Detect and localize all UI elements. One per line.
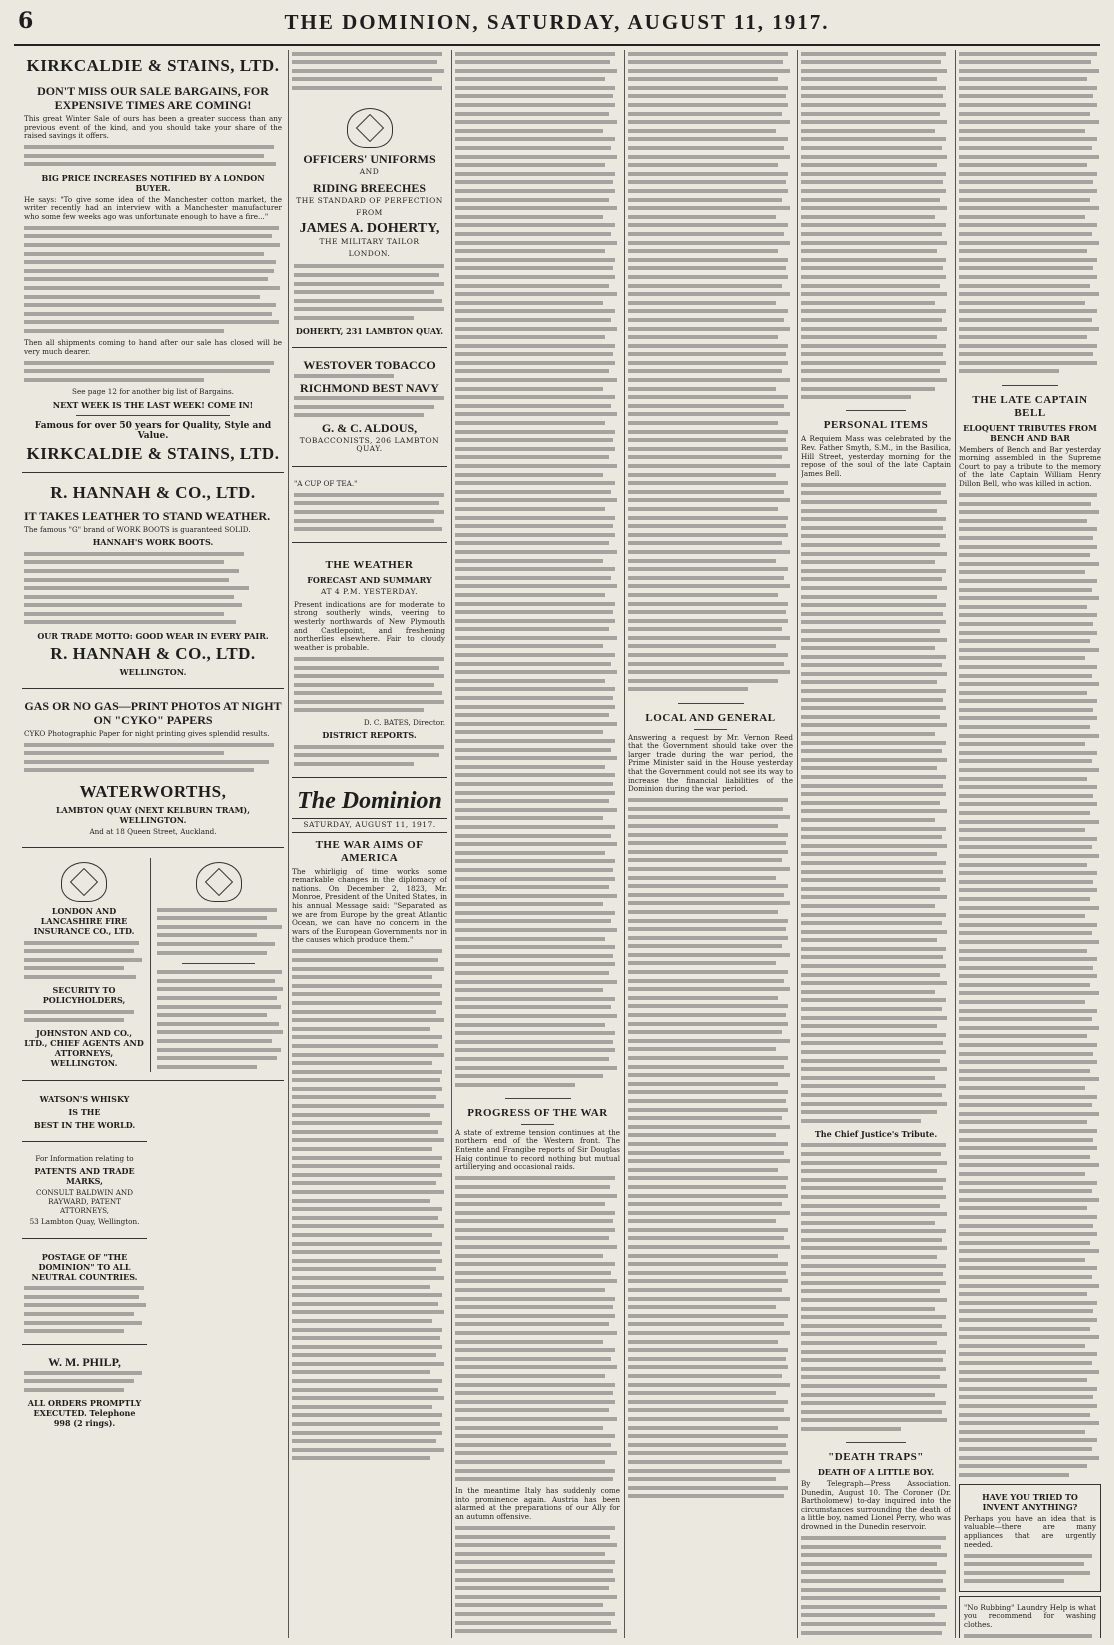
postage-title: POSTAGE OF "THE DOMINION" TO ALL NEUTRAL COUNTRIES. bbox=[31, 1251, 138, 1282]
kirkcaldie-subheading: BIG PRICE INCREASES NOTIFIED BY A LONDON BUYER. bbox=[41, 172, 265, 193]
death-traps-body: By Telegraph—Press Association. Dunedin, August 10. The Coroner (Dr. Bartholomew) to-day inquired into the circumstances surrounding the death of a little boy, named Lionel Perry, who was drowned in the Dunedin reservoir. bbox=[801, 1479, 951, 1531]
philp-title: W. M. PHILP, bbox=[48, 1355, 121, 1370]
patents-address: 53 Lambton Quay, Wellington. bbox=[29, 1217, 140, 1227]
aldous-subtitle: TOBACCONISTS, 206 LAMBTON QUAY. bbox=[299, 435, 440, 454]
masthead-title: THE DOMINION, SATURDAY, AUGUST 11, 1917. bbox=[284, 10, 830, 34]
editorial-dateline: SATURDAY, AUGUST 11, 1917. bbox=[292, 818, 447, 833]
insurance-body-text bbox=[24, 1008, 144, 1025]
patents-lead: For Information relating to bbox=[35, 1153, 134, 1163]
philp-ad bbox=[22, 1349, 147, 1439]
kirkcaldie-cta: NEXT WEEK IS THE LAST WEEK! COME IN! bbox=[52, 399, 254, 410]
page-number: 6 bbox=[18, 8, 34, 34]
tea-title: "A CUP OF TEA." bbox=[294, 478, 358, 488]
death-traps-title: "DEATH TRAPS" bbox=[828, 1451, 924, 1464]
tribute-text bbox=[801, 1142, 951, 1434]
insurance-ad bbox=[24, 858, 144, 1072]
article-text bbox=[801, 50, 951, 402]
kirkcaldie-body: He says: "To give some idea of the Manchester cotton market, the writer recently had an interview with a Manchester manufacturer who some few weeks ago was unfortunate enough to have a fire..." bbox=[24, 194, 282, 221]
kirkcaldie-footer-name: KIRKCALDIE & STAINS, LTD. bbox=[26, 443, 280, 463]
watson-ad bbox=[22, 1085, 147, 1142]
watson-is: IS THE bbox=[68, 1106, 101, 1117]
aldous-ad bbox=[292, 352, 447, 467]
death-traps-subtitle: DEATH OF A LITTLE BOY. bbox=[817, 1467, 935, 1478]
trustees-ad-text bbox=[157, 969, 280, 1072]
weather-section bbox=[292, 547, 447, 778]
cyko-headline: GAS OR NO GAS—PRINT PHOTOS AT NIGHT ON "CYKO" PAPERS bbox=[24, 698, 282, 727]
editorial-continued-text bbox=[455, 50, 620, 1090]
captain-bell-body: Members of Bench and Bar yesterday morning assembled in the Supreme Court to pay a tribute to the memory of the late Captain William Henry Dillon Bell, who was killed in action. bbox=[959, 444, 1101, 488]
cyko-ad bbox=[22, 693, 284, 849]
aldous-title: G. & C. ALDOUS, bbox=[321, 420, 418, 435]
hannah-body: The famous "G" brand of WORK BOOTS is guaranteed SOLID. bbox=[24, 524, 251, 534]
death-traps-text bbox=[801, 1535, 951, 1638]
war-progress-text bbox=[455, 1175, 620, 1484]
postage-text bbox=[24, 1285, 145, 1337]
postage-notice bbox=[22, 1243, 147, 1346]
kirkcaldie-tail: Then all shipments coming to hand after our sale has closed will be very much dearer. bbox=[24, 338, 282, 356]
captain-bell-subtitle: ELOQUENT TRIBUTES FROM BENCH AND BAR bbox=[963, 422, 1097, 443]
war-progress-text bbox=[455, 1525, 620, 1638]
laundry-text: "No Rubbing" Laundry Help is what you recommend for washing clothes. bbox=[964, 1602, 1096, 1629]
kirkcaldie-footer: Famous for over 50 years for Quality, Style and Value. bbox=[34, 420, 272, 441]
invent-ad bbox=[959, 1484, 1101, 1592]
captain-bell-text bbox=[959, 492, 1101, 1480]
editorial-body: The whirligig of time works some remarkable changes in the diplomacy of nations. On December 2, 1823, Mr. Monroe, President of the United States, in his annual Message said: "Separated as we are from Europe by the great Atlantic Ocean, we can have no concern in the wars of the European Governments nor in the causes which produce them." bbox=[292, 866, 447, 945]
insurance-row bbox=[22, 852, 284, 1081]
patents-ad bbox=[22, 1146, 147, 1239]
uniforms-breeches: RIDING BREECHES bbox=[312, 180, 427, 195]
waterworths-title: WATERWORTHS, bbox=[79, 781, 227, 801]
waterworths-branch: And at 18 Queen Street, Auckland. bbox=[89, 826, 217, 836]
column-divider bbox=[955, 50, 956, 1638]
war-progress-body: A state of extreme tension continues at the northern end of the Western front. The Entente and Frangibe reports of Sir Douglas Haig continue to record nothing but mutual artillerying and occasional raids. bbox=[455, 1127, 620, 1172]
uniforms-title: OFFICERS' UNIFORMS bbox=[303, 152, 436, 166]
masthead bbox=[14, 6, 1100, 46]
hannah-ad bbox=[22, 477, 284, 689]
column-divider bbox=[451, 50, 452, 1638]
war-progress-title: PROGRESS OF THE WAR bbox=[467, 1106, 608, 1119]
insurance-body-text bbox=[24, 939, 144, 982]
kirkcaldie-note: See page 12 for another big list of Bargains. bbox=[72, 387, 234, 397]
hannah-footer: R. HANNAH & CO., LTD. bbox=[50, 643, 256, 663]
crown-crest-icon bbox=[196, 862, 242, 902]
weather-time: AT 4 P.M. YESTERDAY. bbox=[320, 587, 419, 597]
war-progress-body-2: In the meantime Italy has suddenly come into prominence again. Austria has been alarmed at the preparations of our Ally for an autumn offensive. bbox=[455, 1486, 620, 1521]
weather-subtitle: FORECAST AND SUMMARY bbox=[307, 575, 432, 586]
kirkcaldie-body-text bbox=[24, 359, 282, 385]
cyko-body-text bbox=[24, 741, 282, 775]
hannah-title: R. HANNAH & CO., LTD. bbox=[50, 482, 256, 502]
doherty-ad bbox=[292, 98, 447, 348]
right-subcolumn bbox=[150, 858, 280, 1072]
dominion-nameplate: The Dominion bbox=[297, 787, 442, 814]
column-2 bbox=[292, 50, 447, 1638]
uniforms-from: FROM bbox=[356, 208, 383, 218]
philp-text bbox=[24, 1369, 145, 1395]
richmond-title: RICHMOND BEST NAVY bbox=[300, 380, 439, 395]
hannah-price-list bbox=[24, 550, 282, 627]
hannah-motto: OUR TRADE MOTTO: GOOD WEAR IN EVERY PAIR. bbox=[37, 630, 269, 641]
cyko-body: CYKO Photographic Paper for night printing gives splendid results. bbox=[24, 728, 270, 738]
invent-body: Perhaps you have an idea that is valuable—there are many appliances that are urgently needed. bbox=[964, 1513, 1096, 1549]
article-text bbox=[628, 50, 793, 695]
article-text bbox=[959, 50, 1101, 377]
watson-title: WATSON'S WHISKY bbox=[39, 1093, 130, 1104]
doherty-london: LONDON. bbox=[348, 249, 391, 259]
chief-justice-tribute-title: The Chief Justice's Tribute. bbox=[814, 1128, 938, 1139]
editorial-section bbox=[292, 786, 447, 1464]
uniforms-standard: THE STANDARD OF PERFECTION bbox=[296, 195, 443, 205]
hannah-headline: IT TAKES LEATHER TO STAND WEATHER. bbox=[24, 508, 271, 523]
insurance-crest-icon bbox=[61, 862, 107, 902]
district-title: DISTRICT REPORTS. bbox=[322, 730, 417, 741]
column-4 bbox=[628, 50, 793, 1638]
weather-title: THE WEATHER bbox=[325, 559, 414, 572]
kirkcaldie-body-text bbox=[24, 144, 282, 170]
waterworths-address: LAMBTON QUAY (NEXT KELBURN TRAM), WELLINGTON. bbox=[55, 804, 250, 825]
kirkcaldie-headline: DON'T MISS OUR SALE BARGAINS, FOR EXPENSIVE TIMES ARE COMING! bbox=[37, 84, 269, 112]
kirkcaldie-title: KIRKCALDIE & STAINS, LTD. bbox=[26, 56, 280, 75]
insurance-security: SECURITY TO POLICYHOLDERS, bbox=[42, 985, 126, 1006]
watson-best: BEST IN THE WORLD. bbox=[33, 1119, 136, 1130]
column-divider bbox=[797, 50, 798, 1638]
invent-title: HAVE YOU TRIED TO INVENT ANYTHING? bbox=[982, 1491, 1078, 1512]
local-general-body: Answering a request by Mr. Vernon Reed that the Government should take over the larger trade during the war period, the Prime Minister said in the House yesterday that the Government could not see its way to increase the financial liabilities of the Dominion during the war period. bbox=[628, 732, 793, 794]
personal-items-body: A Requiem Mass was celebrated by the Rev. Father Smyth, S.M., in the Basilica, Hill Street, yesterday morning for the repose of the soul of the late Captain James Bell. bbox=[801, 434, 951, 478]
kirkcaldie-ad bbox=[22, 50, 284, 473]
editorial-title: THE WAR AIMS OF AMERICA bbox=[315, 838, 424, 864]
uniforms-and: AND bbox=[359, 167, 380, 176]
weather-body: Present indications are for moderate to strong southerly winds, veering to westerly northwards of New Plymouth and Castlepoint, and freshening northerlies elsewhere. Fair to cloudy weather is probable. bbox=[294, 599, 445, 652]
personal-items-title: PERSONAL ITEMS bbox=[823, 419, 929, 432]
doherty-address: DOHERTY, 231 LAMBTON QUAY. bbox=[295, 326, 444, 337]
column-3 bbox=[455, 50, 620, 1638]
continued-article-text bbox=[292, 50, 447, 98]
local-general-text bbox=[628, 797, 793, 1502]
crown-crest-icon bbox=[347, 108, 393, 148]
westover-title: WESTOVER TOBACCO bbox=[303, 358, 436, 373]
column-1-advertisements bbox=[22, 50, 284, 1638]
local-general-title: LOCAL AND GENERAL bbox=[645, 711, 776, 724]
laundry-ad bbox=[959, 1596, 1101, 1638]
tea-ad bbox=[292, 471, 447, 544]
column-divider bbox=[624, 50, 625, 1638]
weather-sign: D. C. BATES, Director. bbox=[363, 717, 445, 727]
patents-consult: CONSULT BALDWIN AND RAYWARD, PATENT ATTORNEYS, bbox=[36, 1188, 133, 1215]
hannah-city: WELLINGTON. bbox=[119, 666, 187, 677]
personal-items-text bbox=[801, 481, 951, 1126]
captain-bell-title: THE LATE CAPTAIN BELL bbox=[972, 393, 1088, 419]
patents-title: PATENTS AND TRADE MARKS, bbox=[34, 1166, 135, 1187]
doherty-title: JAMES A. DOHERTY, bbox=[299, 220, 440, 236]
raincoats-ad-text bbox=[157, 906, 280, 958]
kirkcaldie-body-text bbox=[24, 224, 282, 336]
column-6 bbox=[959, 50, 1101, 1638]
doherty-subtitle: THE MILITARY TAILOR bbox=[319, 236, 420, 246]
editorial-body-text bbox=[292, 948, 447, 1464]
column-divider bbox=[288, 50, 289, 1638]
insurance-title: LONDON AND LANCASHIRE FIRE INSURANCE CO., LTD. bbox=[33, 906, 135, 937]
column-5 bbox=[801, 50, 951, 1638]
doherty-text bbox=[294, 263, 445, 323]
philp-note: ALL ORDERS PROMPTLY EXECUTED. Telephone 998 (2 rings). bbox=[27, 1398, 142, 1429]
insurance-agents: JOHNSTON AND CO., LTD., CHIEF AGENTS AND ATTORNEYS, WELLINGTON. bbox=[24, 1028, 144, 1069]
hannah-list-title: HANNAH'S WORK BOOTS. bbox=[92, 537, 214, 548]
kirkcaldie-intro: This great Winter Sale of ours has been a greater success than any previous event of the kind, and you should take your share of the raised savings it offers. bbox=[24, 114, 282, 141]
